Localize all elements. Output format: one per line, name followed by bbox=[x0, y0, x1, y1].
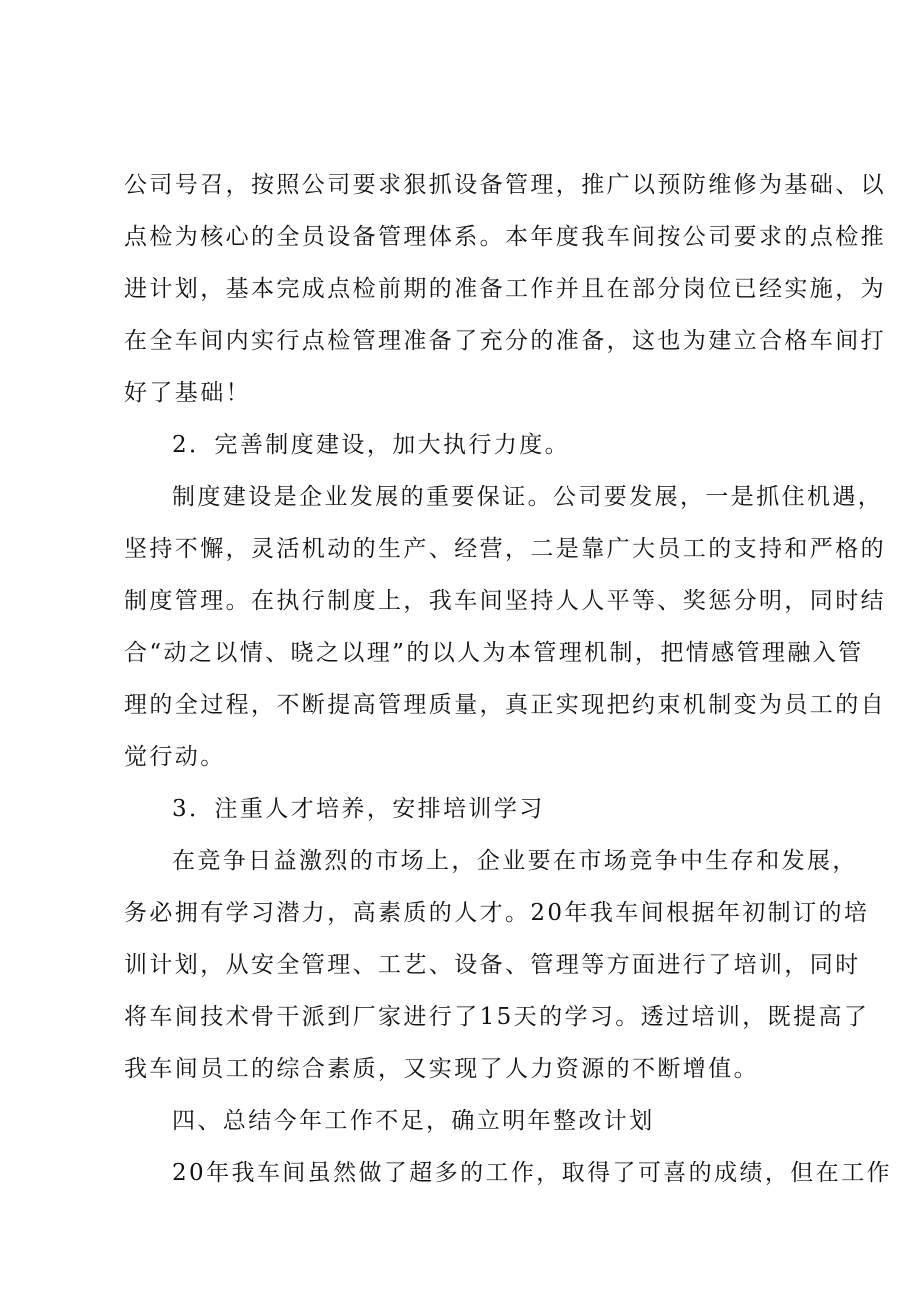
text-line: 务必拥有学习潜力，高素质的人才。20年我车间根据年初制订的培 bbox=[124, 900, 870, 926]
text-line: 在全车间内实行点检管理准备了充分的准备，这也为建立合格车间打 bbox=[124, 328, 886, 354]
text-line: 好了基础！ bbox=[124, 380, 251, 406]
section-heading: 2．完善制度建设，加大执行力度。 bbox=[172, 432, 571, 458]
text-line: 我车间员工的综合素质，又实现了人力资源的不断增值。 bbox=[124, 1056, 759, 1082]
text-line: 制度管理。在执行制度上，我车间坚持人人平等、奖惩分明，同时结 bbox=[124, 588, 886, 614]
text-line: 点检为核心的全员设备管理体系。本年度我车间按公司要求的点检推 bbox=[124, 224, 886, 250]
text-line: 坚持不懈，灵活机动的生产、经营，二是靠广大员工的支持和严格的 bbox=[124, 536, 886, 562]
text-line: 训计划，从安全管理、工艺、设备、管理等方面进行了培训，同时 bbox=[124, 952, 861, 978]
text-line: 制度建设是企业发展的重要保证。公司要发展，一是抓住机遇， bbox=[172, 484, 884, 510]
text-line: 合“动之以情、晓之以理”的以人为本管理机制，把情感管理融入管 bbox=[124, 640, 864, 666]
text-line: 进计划，基本完成点检前期的准备工作并且在部分岗位已经实施，为 bbox=[124, 276, 886, 302]
text-line: 理的全过程，不断提高管理质量，真正实现把约束机制变为员工的自 bbox=[124, 692, 886, 718]
text-line: 在竞争日益激烈的市场上，企业要在市场竞争中生存和发展， bbox=[172, 848, 858, 874]
section-heading: 3．注重人才培养，安排培训学习 bbox=[172, 796, 545, 822]
text-line: 觉行动。 bbox=[124, 744, 226, 770]
text-line: 公司号召，按照公司要求狠抓设备管理，推广以预防维修为基础、以 bbox=[124, 172, 886, 198]
section-heading: 四、总结今年工作不足，确立明年整改计划 bbox=[172, 1108, 655, 1134]
text-line: 将车间技术骨干派到厂家进行了15天的学习。透过培训，既提高了 bbox=[124, 1004, 870, 1030]
text-line: 20年我车间虽然做了超多的工作，取得了可喜的成绩，但在工作 bbox=[172, 1160, 892, 1186]
